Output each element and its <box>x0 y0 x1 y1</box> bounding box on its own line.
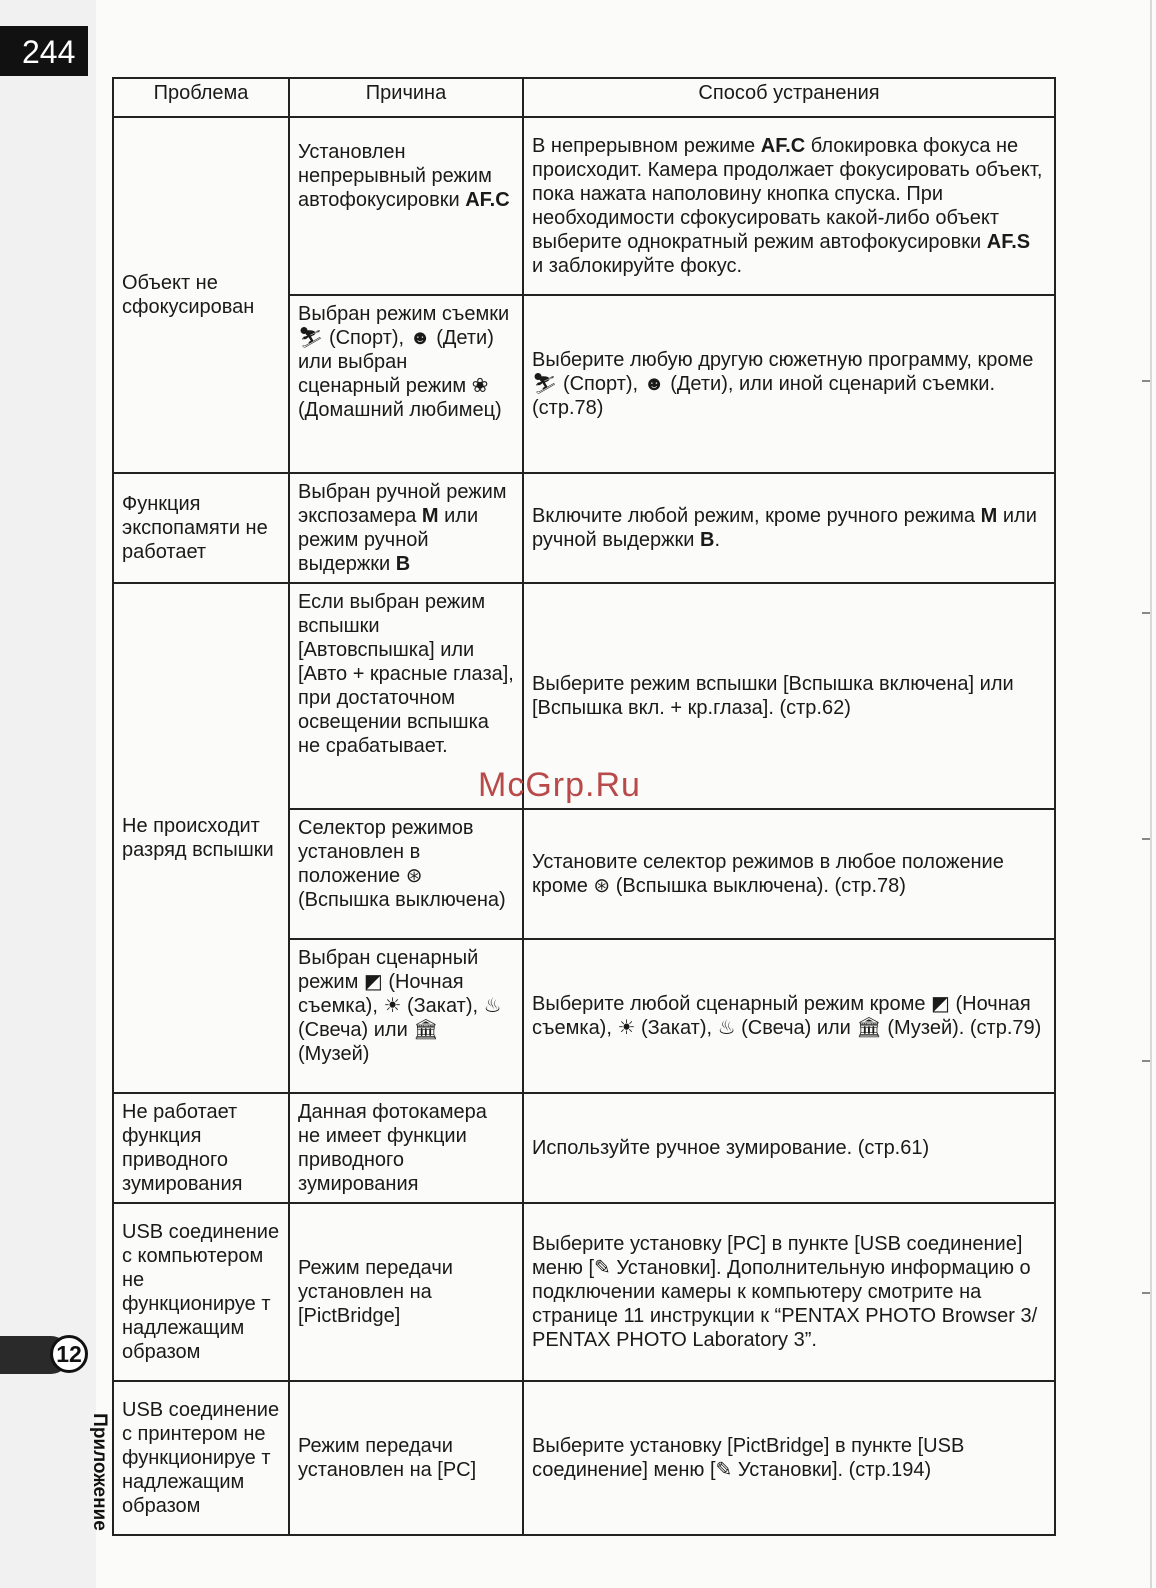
edge-mark <box>1142 1292 1150 1294</box>
problem-cell: Функция экспопамяти не работает <box>113 473 289 583</box>
problem-cell: Не работает функция приводного зумирования <box>113 1093 289 1203</box>
edge-mark <box>1142 380 1150 382</box>
cause-cell: Если выбран режим вспышки [Автовспышка] или [Авто + красные глаза], при достаточном освещении вспышка не срабатывает. <box>289 583 523 809</box>
solution-cell: Включите любой режим, кроме ручного режима M или ручной выдержки B. <box>523 473 1055 583</box>
solution-cell: В непрерывном режиме AF.C блокировка фокуса не происходит. Камера продолжает фокусировать объект, пока нажата наполовину кнопка спуска. При необходимости сфокусировать какой-либо объект выберите однократный режим автофокусировки AF.S и заблокируйте фокус. <box>523 117 1055 295</box>
table-row <box>113 117 1055 295</box>
chapter-number: 12 <box>50 1335 88 1373</box>
table-header-row <box>113 78 1055 117</box>
watermark-text: McGrp.Ru <box>478 766 641 804</box>
table-row <box>113 1093 1055 1203</box>
table-row <box>113 473 1055 583</box>
table-row <box>113 1203 1055 1381</box>
edge-mark <box>1142 838 1150 840</box>
problem-cell: Не происходит разряд вспышки <box>113 583 289 1093</box>
solution-cell: Выберите любую другую сюжетную программу, кроме ⛷ (Спорт), ☻ (Дети), или иной сценарий съемки. (стр.78) <box>523 295 1055 473</box>
solution-cell: Выберите режим вспышки [Вспышка включена] или [Вспышка вкл. + кр.глаза]. (стр.62) <box>523 583 1055 809</box>
cause-cell: Выбран сценарный режим ◩ (Ночная съемка), ☀ (Закат), ♨ (Свеча) или 🏛 (Музей) <box>289 939 523 1093</box>
header-solution: Способ устранения <box>523 78 1055 117</box>
cause-cell: Режим передачи установлен на [PC] <box>289 1381 523 1535</box>
solution-cell: Выберите любой сценарный режим кроме ◩ (Ночная съемка), ☀ (Закат), ♨ (Свеча) или 🏛 (Музей). (стр.79) <box>523 939 1055 1093</box>
solution-cell: Установите селектор режимов в любое положение кроме ⊛ (Вспышка выключена). (стр.78) <box>523 809 1055 939</box>
problem-cell: USB соединение с компьютером не функционируе т надлежащим образом <box>113 1203 289 1381</box>
cause-cell: Установлен непрерывный режим автофокусировки AF.C <box>289 117 523 295</box>
solution-cell: Используйте ручное зумирование. (стр.61) <box>523 1093 1055 1203</box>
edge-mark <box>1142 1060 1150 1062</box>
chapter-title: Приложение <box>89 1413 110 1531</box>
edge-mark <box>1142 612 1150 614</box>
header-problem: Проблема <box>113 78 289 117</box>
header-cause: Причина <box>289 78 523 117</box>
solution-cell: Выберите установку [PictBridge] в пункте [USB соединение] меню [✎ Установки]. (стр.194) <box>523 1381 1055 1535</box>
table-row <box>113 1381 1055 1535</box>
problem-cell: Объект не сфокусирован <box>113 117 289 473</box>
problem-cell: USB соединение с принтером не функционируе т надлежащим образом <box>113 1381 289 1535</box>
cause-cell: Выбран режим съемки ⛷ (Спорт), ☻ (Дети) или выбран сценарный режим ❀ (Домашний любимец) <box>289 295 523 473</box>
cause-cell: Селектор режимов установлен в положение ⊛ (Вспышка выключена) <box>289 809 523 939</box>
solution-cell: Выберите установку [PC] в пункте [USB соединение] меню [✎ Установки]. Дополнительную информацию о подключении камеры к компьютеру смотрите на странице 11 инструкции к “PENTAX PHOTO Browser 3/ PENTAX PHOTO Laboratory 3”. <box>523 1203 1055 1381</box>
cause-cell: Данная фотокамера не имеет функции приводного зумирования <box>289 1093 523 1203</box>
cause-cell: Режим передачи установлен на [PictBridge] <box>289 1203 523 1381</box>
page-edge <box>1150 0 1152 1588</box>
cause-cell: Выбран ручной режим экспозамера M или режим ручной выдержки B <box>289 473 523 583</box>
page-number: 244 <box>0 26 88 76</box>
troubleshooting-table <box>112 77 1056 1536</box>
